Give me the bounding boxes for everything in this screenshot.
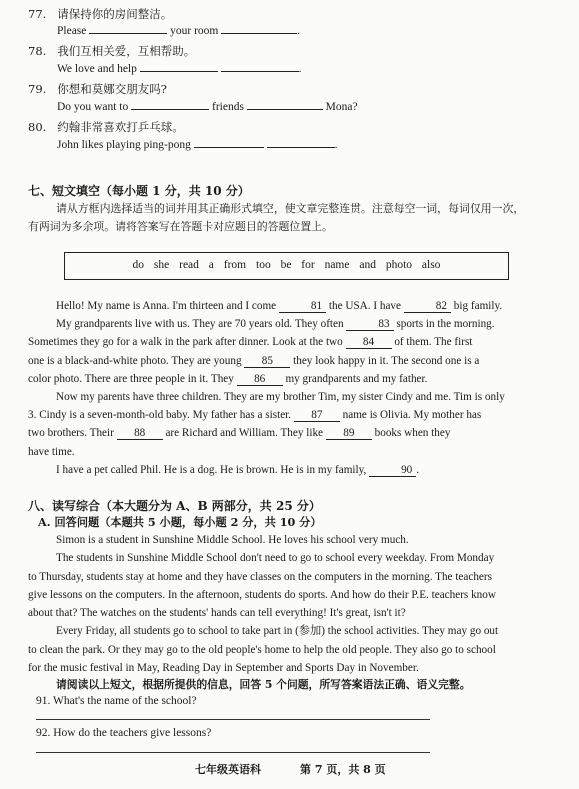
item-78-cn	[28, 43, 195, 59]
item-text: Please	[57, 25, 87, 37]
passage-line: for the music festival in May, Reading Day in September and Sports Day in November.	[28, 662, 419, 675]
blank-82[interactable]: 82	[404, 300, 451, 313]
blank-81[interactable]: 81	[279, 300, 326, 313]
item-number: 79.	[28, 82, 47, 96]
item-number: 78.	[28, 44, 47, 58]
blank-84[interactable]: 84	[346, 336, 392, 349]
answer-line-91[interactable]	[36, 719, 430, 720]
section-8-subtitle: A. 回答问题（本题共 5 小题，每小题 2 分，共 10 分）	[38, 515, 322, 529]
passage-line: one is a black-and-white photo. They are young 85 they look happy in it. The second one is a	[28, 354, 480, 367]
question-92: 92. How do the teachers give lessons?	[36, 727, 212, 739]
passage-line: to Thursday, students stay at home and they have classes on the computers in the morning. The teachers	[28, 570, 492, 583]
word-bank-box	[64, 252, 509, 280]
word-bank: do she read a from too be for name and photo also	[132, 259, 441, 271]
blank-83[interactable]: 83	[346, 318, 393, 331]
blank-85[interactable]: 85	[244, 355, 290, 368]
answer-blank[interactable]	[221, 62, 299, 72]
answer-blank[interactable]	[131, 100, 209, 110]
answer-blank[interactable]	[194, 138, 264, 148]
section-7-title: 七、短文填空（每小题 1 分，共 10 分）	[28, 184, 250, 198]
item-text: We love and help	[57, 63, 137, 75]
passage-line: to clean the park. Or they may go to the old people's home to help the old people. They also go to school	[28, 643, 496, 656]
footer-subject: 七年级英语科	[195, 763, 261, 776]
item-80-en	[57, 138, 337, 151]
item-chinese: 我们互相关爱，互相帮助。	[57, 44, 196, 58]
passage-line: have time.	[28, 445, 75, 458]
blank-89[interactable]: 89	[326, 427, 372, 440]
blank-90[interactable]: 90	[369, 464, 416, 477]
passage-line: Sometimes they go for a walk in the park after dinner. Look at the two 84 of them. The first	[28, 336, 473, 349]
answer-blank[interactable]	[221, 24, 297, 34]
passage-line: The students in Sunshine Middle School don't need to go to school every weekday. From Monday	[56, 552, 495, 565]
passage-line: two brothers. Their 88 are Richard and William. They like 89 books when they	[28, 427, 451, 440]
item-text: John likes playing ping-pong	[57, 139, 191, 151]
reading-instruction: 请阅读以上短文，根据所提供的信息，回答 5 个问题，所写答案语法正确、语义完整。	[56, 678, 471, 691]
item-text: Do you want to	[57, 101, 129, 113]
item-number: 77.	[28, 7, 47, 21]
item-77-en	[57, 24, 300, 37]
item-text: Mona?	[325, 101, 358, 113]
passage-line: My grandparents live with us. They are 70 years old. They often 83 sports in the morning.	[56, 318, 495, 331]
passage-line: give lessons on the computers. In the afternoon, students do sports. And how do their P.E. teachers know	[28, 588, 496, 601]
item-number: 80.	[28, 120, 47, 134]
passage-line: I have a pet called Phil. He is a dog. He is brown. He is in my family, 90 .	[56, 463, 420, 476]
item-text: .	[298, 63, 302, 75]
cloze-passage	[28, 297, 564, 479]
answer-blank[interactable]	[89, 24, 167, 34]
answer-line-92[interactable]	[36, 752, 430, 753]
item-chinese: 你想和莫娜交朋友吗?	[57, 82, 167, 96]
item-text: .	[297, 25, 301, 37]
item-text: your room	[170, 25, 219, 37]
passage-line: about that? The watches on the students' hands can tell everything! It's great, isn't it?	[28, 607, 406, 620]
item-chinese: 约翰非常喜欢打乒乓球。	[57, 120, 184, 134]
item-79-cn	[28, 81, 167, 97]
blank-86[interactable]: 86	[237, 373, 283, 386]
item-chinese: 请保持你的房间整洁。	[57, 7, 173, 21]
section-8-title: 八、读写综合（本大题分为 A、B 两部分，共 25 分）	[28, 499, 321, 513]
answer-blank[interactable]	[247, 100, 323, 110]
reading-passage	[28, 531, 564, 677]
passage-line: Hello! My name is Anna. I'm thirteen and I come 81 the USA. I have 82 big family.	[56, 300, 503, 312]
item-text: .	[334, 139, 338, 151]
item-text: friends	[211, 101, 244, 113]
blank-88[interactable]: 88	[117, 427, 163, 440]
blank-87[interactable]: 87	[294, 409, 340, 422]
answer-blank[interactable]	[267, 138, 335, 148]
item-79-en	[57, 100, 358, 113]
passage-line: color photo. There are three people in it. They 86 my grandparents and my father.	[28, 372, 428, 385]
item-77-cn	[28, 6, 172, 22]
passage-line: Now my parents have three children. They are my brother Tim, my sister Cindy and me. Tim is only	[56, 391, 505, 404]
question-91: 91. What's the name of the school?	[36, 695, 197, 707]
answer-blank[interactable]	[140, 62, 218, 72]
passage-line: Simon is a student in Sunshine Middle School. He loves his school very much.	[56, 534, 409, 546]
passage-line: 3. Cindy is a seven-month-old baby. My father has a sister. 87 name is Olivia. My mother has	[28, 409, 482, 422]
item-78-en	[57, 62, 302, 75]
section-7-instruction: 有两词为多余项。请将答案写在答题卡对应题目的答题位置上。	[28, 220, 333, 233]
passage-line: Every Friday, all students go to school to take part in (参加) the school activities. They may go out	[56, 625, 499, 638]
item-80-cn	[28, 119, 184, 135]
footer-page-number: 第 7 页，共 8 页	[300, 763, 386, 776]
section-7-instruction: 请从方框内选择适当的词并用其正确形式填空，使文章完整连贯。注意每空一词，每词仅用一次，	[56, 202, 525, 215]
